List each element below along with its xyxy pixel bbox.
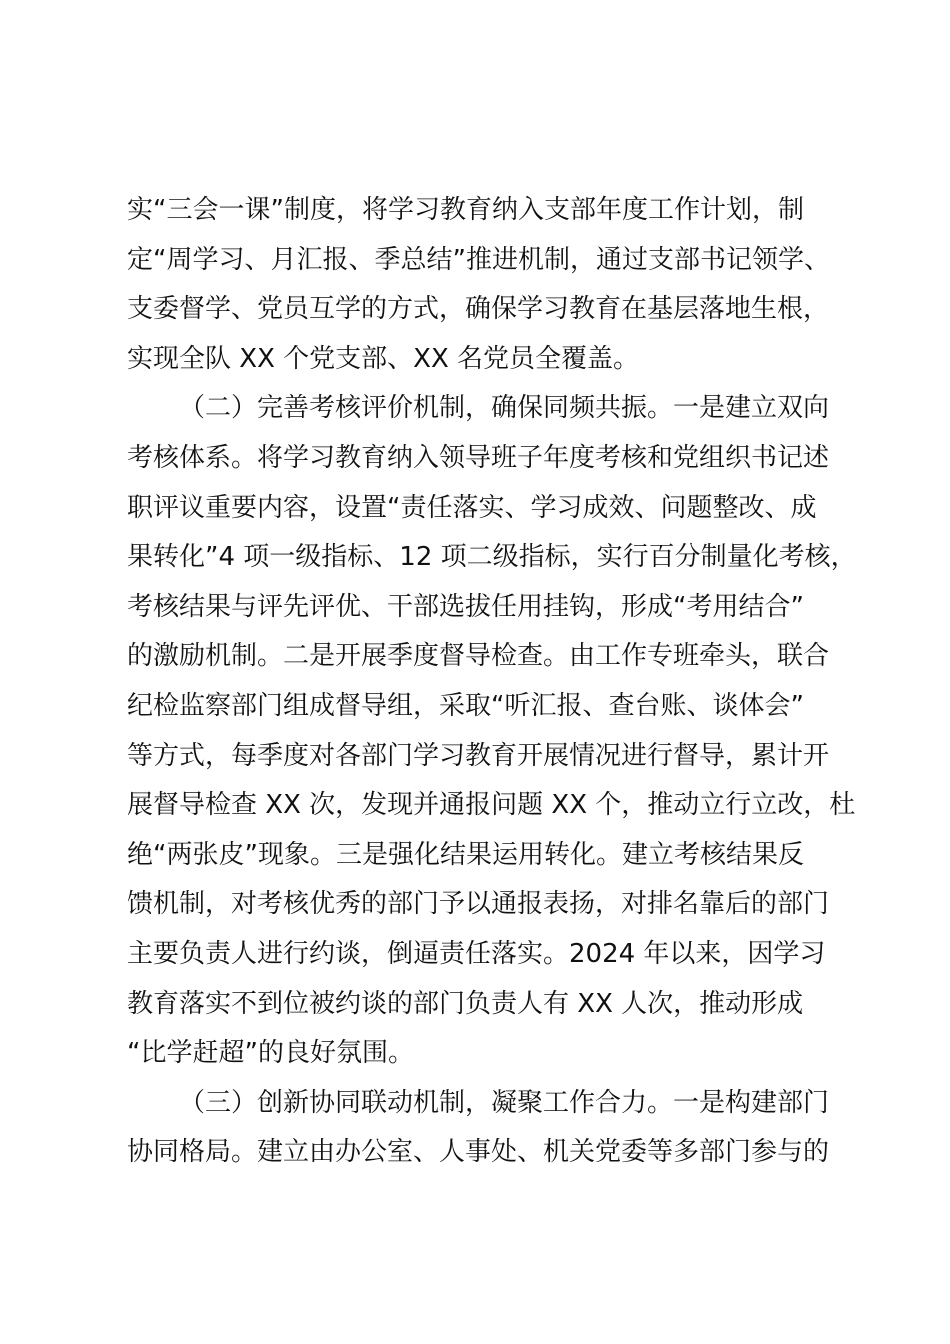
text-line: 馈机制，对考核优秀的部门予以通报表扬，对排名靠后的部门	[127, 889, 830, 920]
text-line: 主要负责人进行约谈，倒逼责任落实。2024 年以来，因学习	[127, 938, 826, 969]
text-line: 教育落实不到位被约谈的部门负责人有 XX 人次，推动形成	[127, 988, 804, 1019]
text-line: 等方式，每季度对各部门学习教育开展情况进行督导，累计开	[127, 740, 830, 771]
text-line: 的激励机制。二是开展季度督导检查。由工作专班牵头，联合	[127, 641, 830, 672]
text-line: 纪检监察部门组成督导组，采取“听汇报、查台账、谈体会”	[127, 690, 804, 721]
text-line: 绝“两张皮”现象。三是强化结果运用转化。建立考核结果反	[127, 839, 804, 870]
text-line: 考核结果与评先评优、干部选拔任用挂钩，形成“考用结合”	[127, 591, 804, 622]
text-line: 展督导检查 XX 次，发现并通报问题 XX 个，推动立行立改，杜	[127, 790, 856, 821]
text-line: 实“三会一课”制度，将学习教育纳入支部年度工作计划，制	[127, 195, 804, 225]
section-heading-line: （二）完善考核评价机制，确保同频共振。一是建立双向	[179, 393, 830, 424]
text-line: 果转化”4 项一级指标、12 项二级指标，实行百分制量化考核，	[127, 542, 857, 573]
text-line: 支委督学、党员互学的方式，确保学习教育在基层落地生根，	[127, 294, 830, 325]
text-line: “比学赶超”的良好氛围。	[127, 1038, 414, 1069]
section-heading-line: （三）创新协同联动机制，凝聚工作合力。一是构建部门	[179, 1087, 830, 1118]
text-line: 考核体系。将学习教育纳入领导班子年度考核和党组织书记述	[127, 442, 830, 473]
text-line: 定“周学习、月汇报、季总结”推进机制，通过支部书记领学、	[127, 244, 830, 275]
text-line: 实现全队 XX 个党支部、XX 名党员全覆盖。	[127, 343, 640, 374]
text-line: 协同格局。建立由办公室、人事处、机关党委等多部门参与的	[127, 1137, 830, 1168]
document-body	[127, 186, 857, 1178]
text-line: 职评议重要内容，设置“责任落实、学习成效、问题整改、成	[127, 492, 817, 523]
